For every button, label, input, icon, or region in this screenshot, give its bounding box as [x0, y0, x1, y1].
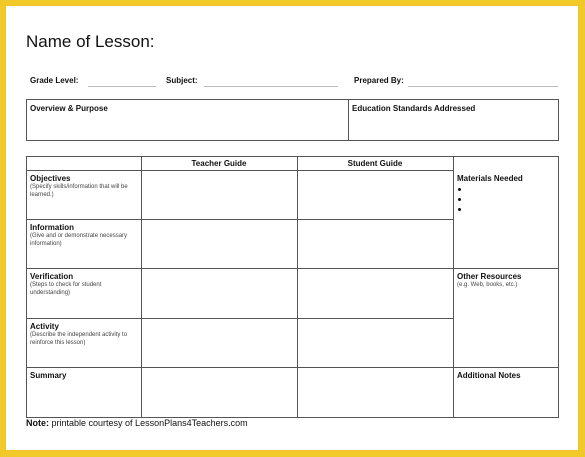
additional-notes-field[interactable] [454, 381, 558, 417]
bullet-icon [458, 198, 461, 201]
grade-level-label: Grade Level: [30, 76, 79, 85]
objectives-desc: (Specify skills/information that will be learned.) [30, 184, 128, 198]
other-resources-label: Other Resources [457, 272, 522, 281]
objectives-teacher-cell[interactable] [142, 171, 296, 218]
summary-teacher-cell[interactable] [142, 368, 296, 417]
verification-student-cell[interactable] [298, 269, 452, 317]
prepared-by-field[interactable] [408, 86, 558, 87]
bullet-icon [458, 208, 461, 211]
grid-col-divider [453, 156, 454, 418]
activity-desc: (Describe the independent activity to reinforce this lesson) [30, 332, 128, 346]
activity-student-cell[interactable] [298, 319, 452, 366]
verification-label: Verification [30, 272, 74, 281]
activity-teacher-cell[interactable] [142, 319, 296, 366]
verification-desc: (Steps to check for student understanding) [30, 282, 102, 296]
grade-level-field[interactable] [88, 86, 156, 87]
student-guide-header: Student Guide [347, 159, 403, 168]
overview-label: Overview & Purpose [30, 104, 108, 113]
information-desc: (Give and or demonstrate necessary information) [30, 233, 128, 247]
information-student-cell[interactable] [298, 220, 452, 267]
information-label: Information [30, 223, 74, 232]
activity-label: Activity [30, 322, 59, 331]
summary-student-cell[interactable] [298, 368, 452, 417]
note-text: printable courtesy of LessonPlans4Teachers.com [51, 418, 248, 428]
materials-needed-label: Materials Needed [457, 174, 523, 183]
footer-note [26, 418, 248, 428]
prepared-by-label: Prepared By: [354, 76, 404, 85]
objectives-student-cell[interactable] [298, 171, 452, 218]
lesson-title: Name of Lesson: [26, 32, 155, 51]
standards-field[interactable] [349, 116, 558, 140]
other-resources-desc: (e.g. Web, books, etc.) [457, 282, 518, 288]
materials-field[interactable] [464, 184, 558, 218]
overview-field[interactable] [27, 116, 347, 140]
information-teacher-cell[interactable] [142, 220, 296, 267]
objectives-label: Objectives [30, 174, 71, 183]
additional-notes-label: Additional Notes [457, 371, 521, 380]
bullet-icon [458, 188, 461, 191]
standards-label: Education Standards Addressed [352, 104, 476, 113]
teacher-guide-header: Teacher Guide [191, 159, 247, 168]
subject-field[interactable] [204, 86, 338, 87]
summary-label: Summary [30, 371, 67, 380]
note-label: Note: [26, 418, 49, 428]
subject-label: Subject: [166, 76, 198, 85]
verification-teacher-cell[interactable] [142, 269, 296, 317]
lesson-plan-page [6, 6, 578, 450]
other-resources-field[interactable] [454, 291, 558, 366]
